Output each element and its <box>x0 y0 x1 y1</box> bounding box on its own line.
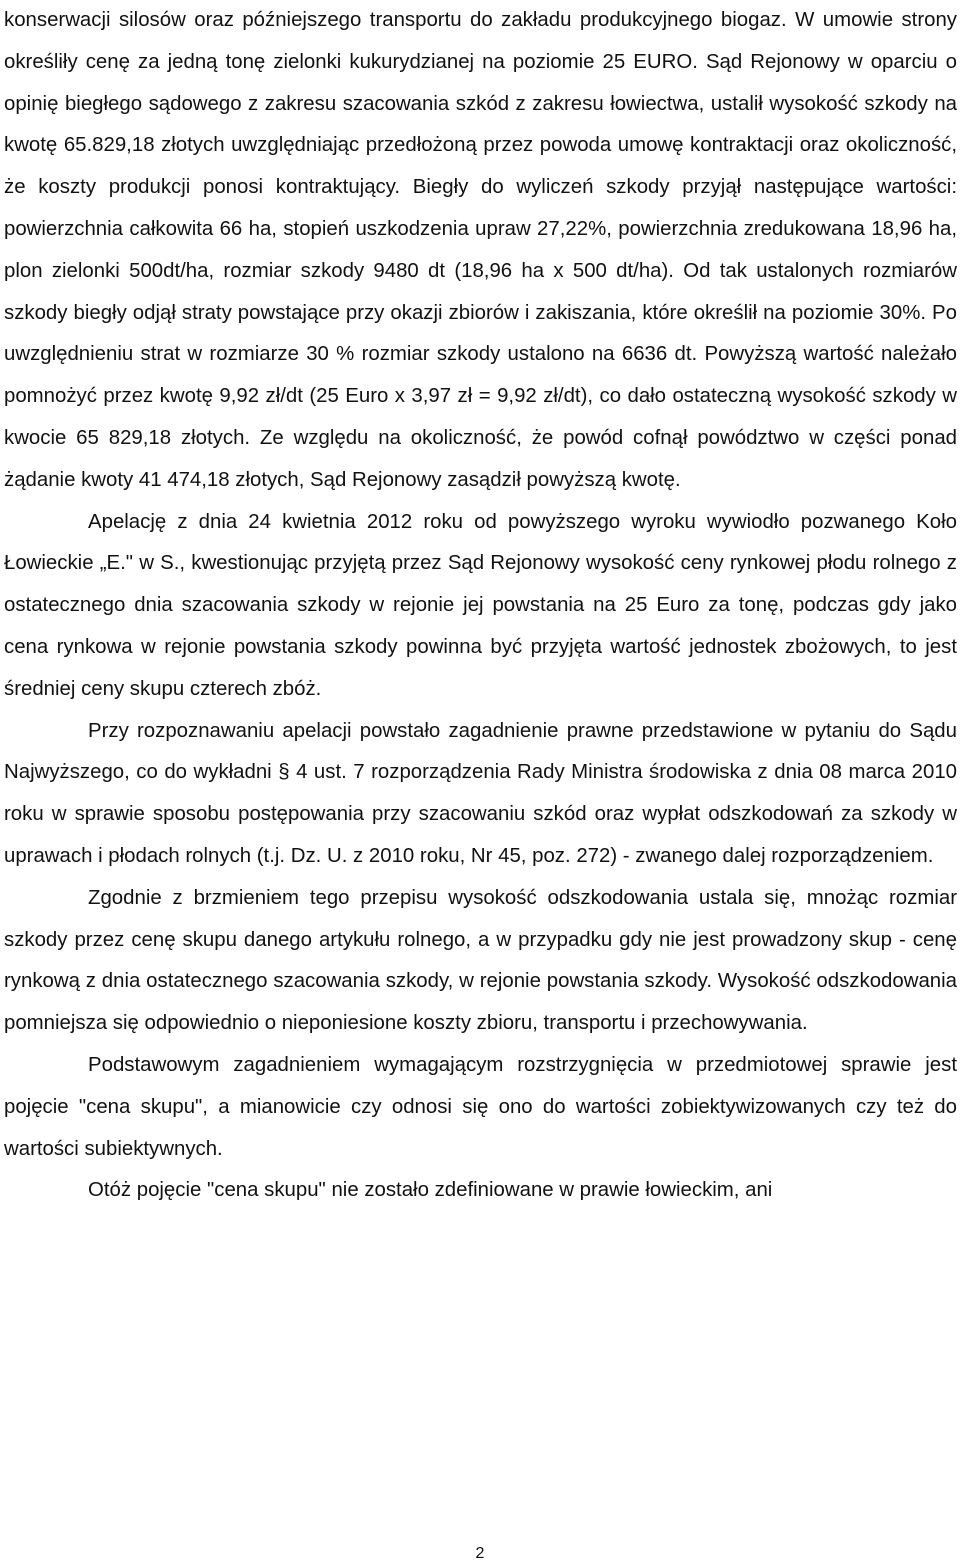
page-number: 2 <box>475 1545 485 1562</box>
paragraph-continuation: konserwacji silosów oraz późniejszego transportu do zakładu produkcyjnego biogaz. W umowie strony określiły cenę za jedną tonę zielonki kukurydzianej na poziomie 25 EURO. Sąd Rejonowy w oparciu o opinię biegłego sądowego z zakresu szacowania szkód z zakresu łowiectwa, ustalił wysokość szkody na kwotę 65.829,18 złotych uwzględniając przedłożoną przez powoda umowę kontraktacji oraz okoliczność, że koszty produkcji ponosi kontraktujący. Biegły do wyliczeń szkody przyjął następujące wartości: powierzchnia całkowita 66 ha, stopień uszkodzenia upraw 27,22%, powierzchnia zredukowana 18,96 ha, plon zielonki 500dt/ha, rozmiar szkody 9480 dt (18,96 ha x 500 dt/ha). Od tak ustalonych rozmiarów szkody biegły odjął straty powstające przy okazji zbiorów i zakiszania, które określił na poziomie 30%. Po uwzględnieniu strat w rozmiarze 30 % rozmiar szkody ustalono na 6636 dt. Powyższą wartość należało pomnożyć przez kwotę 9,92 zł/dt (25 Euro x 3,97 zł = 9,92 zł/dt), co dało ostateczną wysokość szkody w kwocie 65 829,18 złotych. Ze względu na okoliczność, że powód cofnął powództwo w części ponad żądanie kwoty 41 474,18 złotych, Sąd Rejonowy zasądził powyższą kwotę. <box>4 9 957 491</box>
paragraph-main-issue: Podstawowym zagadnieniem wymagającym rozstrzygnięcia w przedmiotowej sprawie jest pojęcie "cena skupu", a mianowicie czy odnosi się ono do wartości zobiektywizowanych czy też do wartości subiektywnych. <box>4 1053 957 1160</box>
paragraph-regulation: Zgodnie z brzmieniem tego przepisu wysokość odszkodowania ustala się, mnożąc rozmiar szkody przez cenę skupu danego artykułu rolnego, a w przypadku gdy nie jest prowadzony skup - cenę rynkową z dnia ostatecznego szacowania szkody, w rejonie powstania szkody. Wysokość odszkodowania pomniejsza się odpowiednio o nieponiesione koszty zbioru, transportu i przechowywania. <box>4 886 957 1035</box>
paragraph-appeal: Apelację z dnia 24 kwietnia 2012 roku od powyższego wyroku wywiodło pozwanego Koło Łowieckie „E." w S., kwestionując przyjętą przez Sąd Rejonowy wysokość ceny rynkowej płodu rolnego z ostatecznego dnia szacowania szkody w rejonie jej powstania na 25 Euro za tonę, podczas gdy jako cena rynkowa w rejonie powstania szkody powinna być przyjęta wartość jednostek zbożowych, to jest średniej ceny skupu czterech zbóż. <box>4 510 957 700</box>
document-page <box>4 0 957 1212</box>
paragraph-legal-question: Przy rozpoznawaniu apelacji powstało zagadnienie prawne przedstawione w pytaniu do Sądu Najwyższego, co do wykładni § 4 ust. 7 rozporządzenia Rady Ministra środowiska z dnia 08 marca 2010 roku w sprawie sposobu postępowania przy szacowaniu szkód oraz wypłat odszkodowań za szkody w uprawach i płodach rolnych (t.j. Dz. U. z 2010 roku, Nr 45, poz. 272) - zwanego dalej rozporządzeniem. <box>4 719 957 867</box>
paragraph-definition: Otóż pojęcie "cena skupu" nie zostało zdefiniowane w prawie łowieckim, ani <box>88 1179 773 1202</box>
